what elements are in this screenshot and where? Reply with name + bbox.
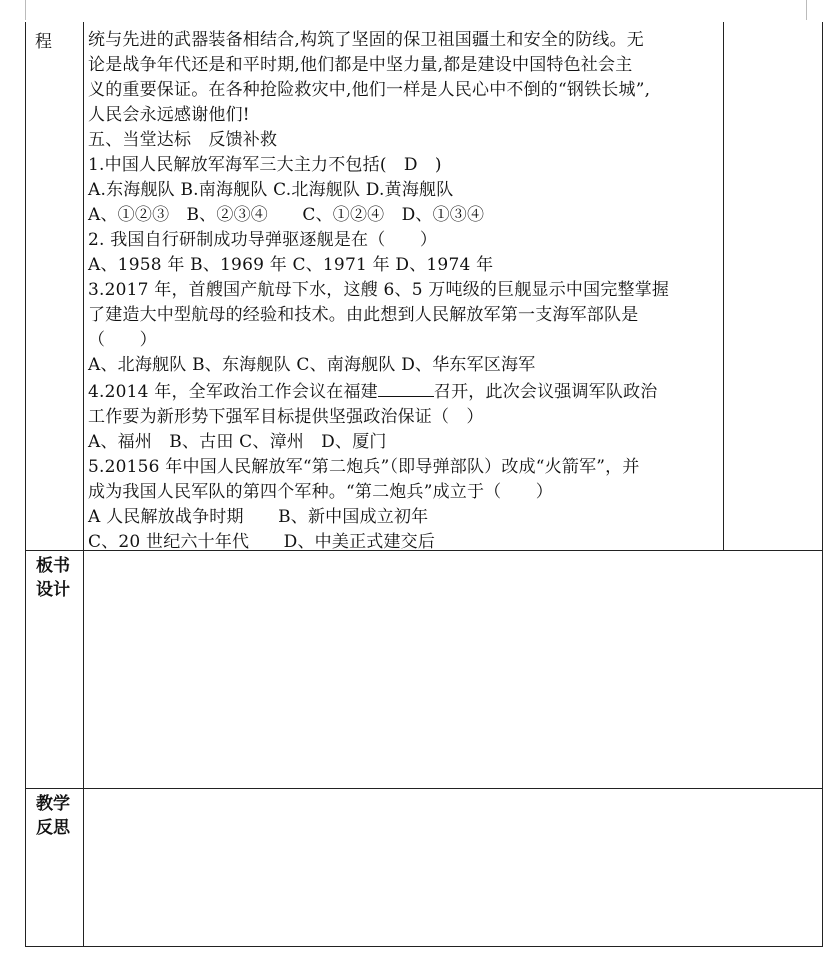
question-2-options: A、1958 年 B、1969 年 C、1971 年 D、1974 年 [88, 255, 494, 275]
notes-column-divider [723, 22, 724, 550]
question-2: 2. 我国自行研制成功导弹驱逐舰是在（ ） [88, 230, 438, 250]
question-5-options-1: A 人民解放战争时期 B、新中国成立初年 [88, 507, 429, 527]
fill-in-blank [378, 378, 434, 397]
section-title: 五、当堂达标 反馈补救 [88, 130, 278, 150]
paragraph-line: 统与先进的武器装备相结合,构筑了坚固的保卫祖国疆土和安全的防线。无 [88, 30, 645, 50]
page-corner-mark-left [25, 0, 26, 20]
table-left-border [25, 22, 26, 947]
page-corner-mark-right [806, 0, 807, 20]
paragraph-line: 论是战争年代还是和平时期,他们都是中坚力量,都是建设中国特色社会主 [88, 55, 633, 75]
row-divider-2 [25, 788, 823, 789]
process-label: 程 [35, 32, 52, 52]
question-3-options: A、北海舰队 B、东海舰队 C、南海舰队 D、华东军区海军 [88, 355, 536, 375]
question-3-line2: 了建造大中型航母的经验和技术。由此想到人民解放军第一支海军部队是 [88, 305, 639, 325]
question-3-line1: 3.2017 年，首艘国产航母下水，这艘 6、5 万吨级的巨舰显示中国完整掌握 [88, 280, 670, 300]
question-4-text-a: 4.2014 年，全军政治工作会议在福建 [88, 382, 378, 402]
question-4-line1 [88, 378, 718, 405]
table-bottom-border [25, 946, 823, 947]
board-design-label-line2: 设计 [36, 580, 70, 600]
label-column-divider [83, 22, 84, 947]
question-5-line2: 成为我国人民军队的第四个军种。“第二炮兵”成立于（ ） [88, 482, 553, 502]
table-right-border [822, 22, 823, 947]
board-design-label-line1: 板书 [36, 556, 70, 576]
question-1-options: A.东海舰队 B.南海舰队 C.北海舰队 D.黄海舰队 [88, 180, 454, 200]
paragraph-line: 义的重要保证。在各种抢险救灾中,他们一样是人民心中不倒的“钢铁长城”, [88, 80, 651, 100]
question-3-line3: （ ） [88, 330, 157, 350]
reflection-label-line1: 教学 [36, 794, 70, 814]
question-4-text-b: 召开，此次会议强调军队政治 [433, 382, 658, 402]
question-1: 1.中国人民解放军海军三大主力不包括( D ) [88, 155, 442, 175]
question-4-options: A、福州 B、古田 C、漳州 D、厦门 [88, 432, 387, 452]
question-4-line2: 工作要为新形势下强军目标提供坚强政治保证（ ） [88, 407, 484, 427]
reflection-label-line2: 反思 [36, 818, 70, 838]
paragraph-line: 人民会永远感谢他们! [88, 105, 250, 125]
question-1-choices: A、①②③ B、②③④ C、①②④ D、①③④ [88, 205, 485, 225]
question-5-options-2: C、20 世纪六十年代 D、中美正式建交后 [88, 532, 436, 552]
lesson-content [88, 28, 718, 555]
question-5-line1: 5.20156 年中国人民解放军“第二炮兵”（即导弹部队）改成“火箭军”，并 [88, 457, 640, 477]
